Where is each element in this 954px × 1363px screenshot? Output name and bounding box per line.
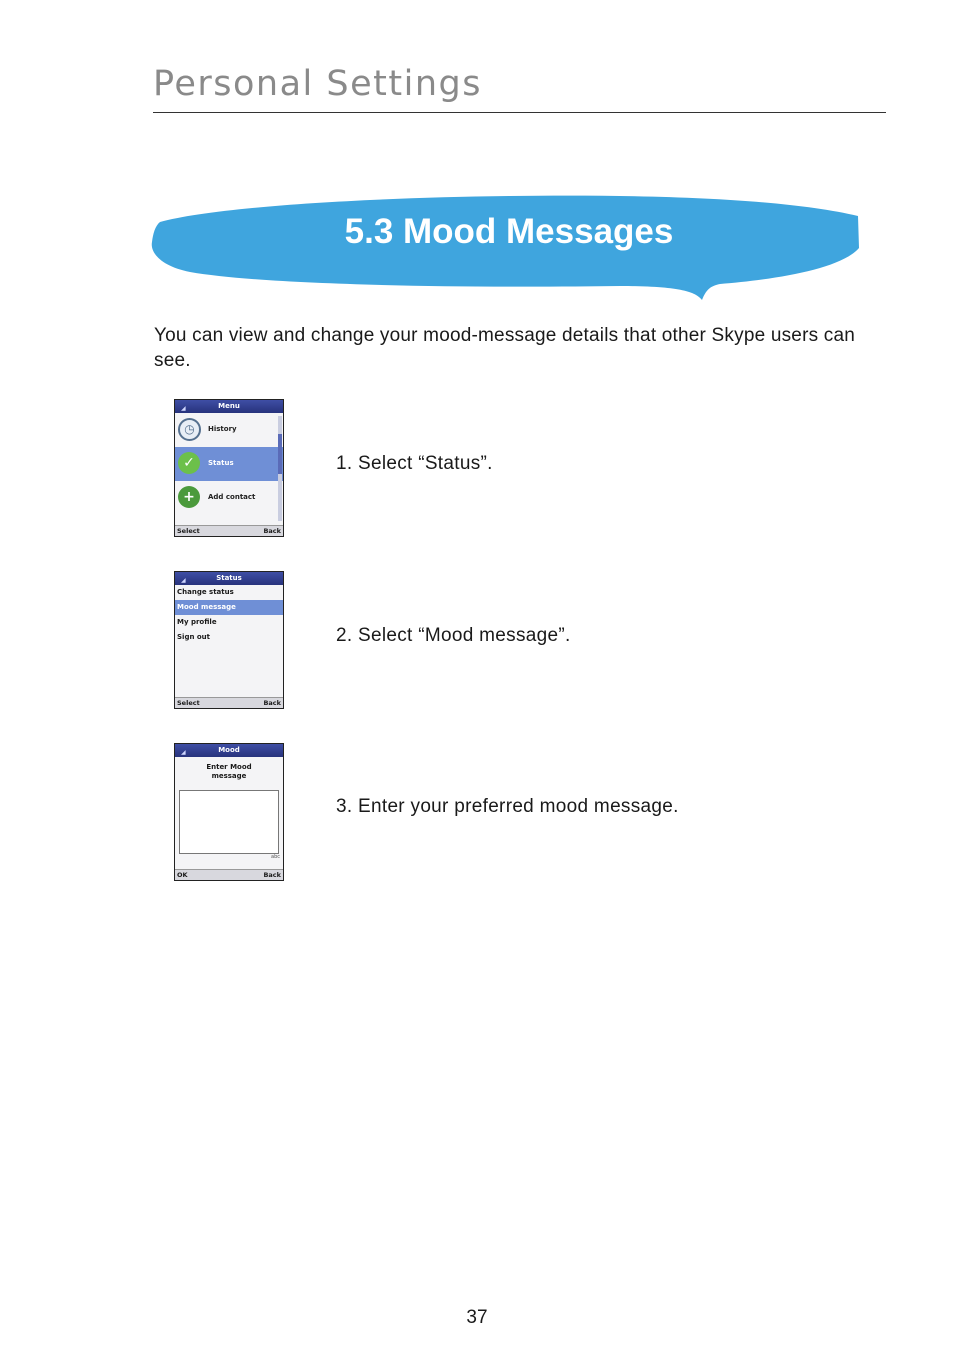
menu-item-history (175, 413, 283, 447)
step-3: 3. Enter your preferred mood message. (336, 796, 679, 817)
softkey-bar (175, 869, 283, 880)
list-item-change-status: Change status (177, 588, 234, 596)
input-mode-indicator: abc (271, 854, 280, 860)
softkey-left: Select (177, 527, 200, 535)
page-header (153, 62, 886, 106)
softkey-left: OK (177, 871, 188, 879)
screen-title: Menu (218, 402, 240, 410)
section-title: 5.3 Mood Messages (344, 212, 674, 251)
intro-text: You can view and change your mood-message details that other Skype users can see. (154, 325, 856, 371)
mood-prompt (175, 763, 283, 781)
screen-titlebar (175, 572, 283, 585)
section-banner (150, 190, 862, 305)
clock-icon: ◷ (178, 418, 201, 441)
menu-item-add-contact (175, 481, 283, 515)
signal-icon: ◢ (181, 405, 186, 412)
menu-item-label: Add contact (208, 493, 256, 501)
signal-icon: ◢ (181, 577, 186, 584)
softkey-right: Back (263, 527, 281, 535)
menu-item-status (175, 447, 283, 481)
screen-titlebar (175, 400, 283, 413)
page-title: Personal Settings (153, 64, 482, 104)
list-item-my-profile: My profile (177, 618, 217, 626)
screen-titlebar (175, 744, 283, 757)
mood-prompt-line: Enter Mood (206, 763, 252, 771)
softkey-right: Back (263, 699, 281, 707)
step-1: 1. Select “Status”. (336, 453, 493, 474)
softkey-right: Back (263, 871, 281, 879)
softkey-bar (175, 697, 283, 708)
list-item-sign-out: Sign out (177, 633, 211, 641)
mood-text-area (179, 790, 279, 854)
scrollbar-thumb (278, 434, 282, 474)
phone-screenshot-mood (174, 743, 284, 881)
screen-title: Status (216, 574, 242, 582)
screen-title: Mood (218, 746, 240, 754)
scrollbar (278, 416, 282, 521)
header-divider (153, 112, 886, 113)
menu-item-label: Status (208, 459, 234, 467)
check-icon: ✓ (178, 452, 200, 474)
phone-screenshot-status (174, 571, 284, 709)
list-item-mood-message: Mood message (175, 600, 283, 615)
mood-prompt-line: message (211, 772, 247, 780)
softkey-bar (175, 525, 283, 536)
softkey-left: Select (177, 699, 200, 707)
phone-screenshot-menu (174, 399, 284, 537)
page-number: 37 (466, 1307, 488, 1328)
signal-icon: ◢ (181, 749, 186, 756)
menu-item-label: History (208, 425, 237, 433)
add-contact-icon: + (178, 486, 200, 508)
step-2: 2. Select “Mood message”. (336, 625, 571, 646)
